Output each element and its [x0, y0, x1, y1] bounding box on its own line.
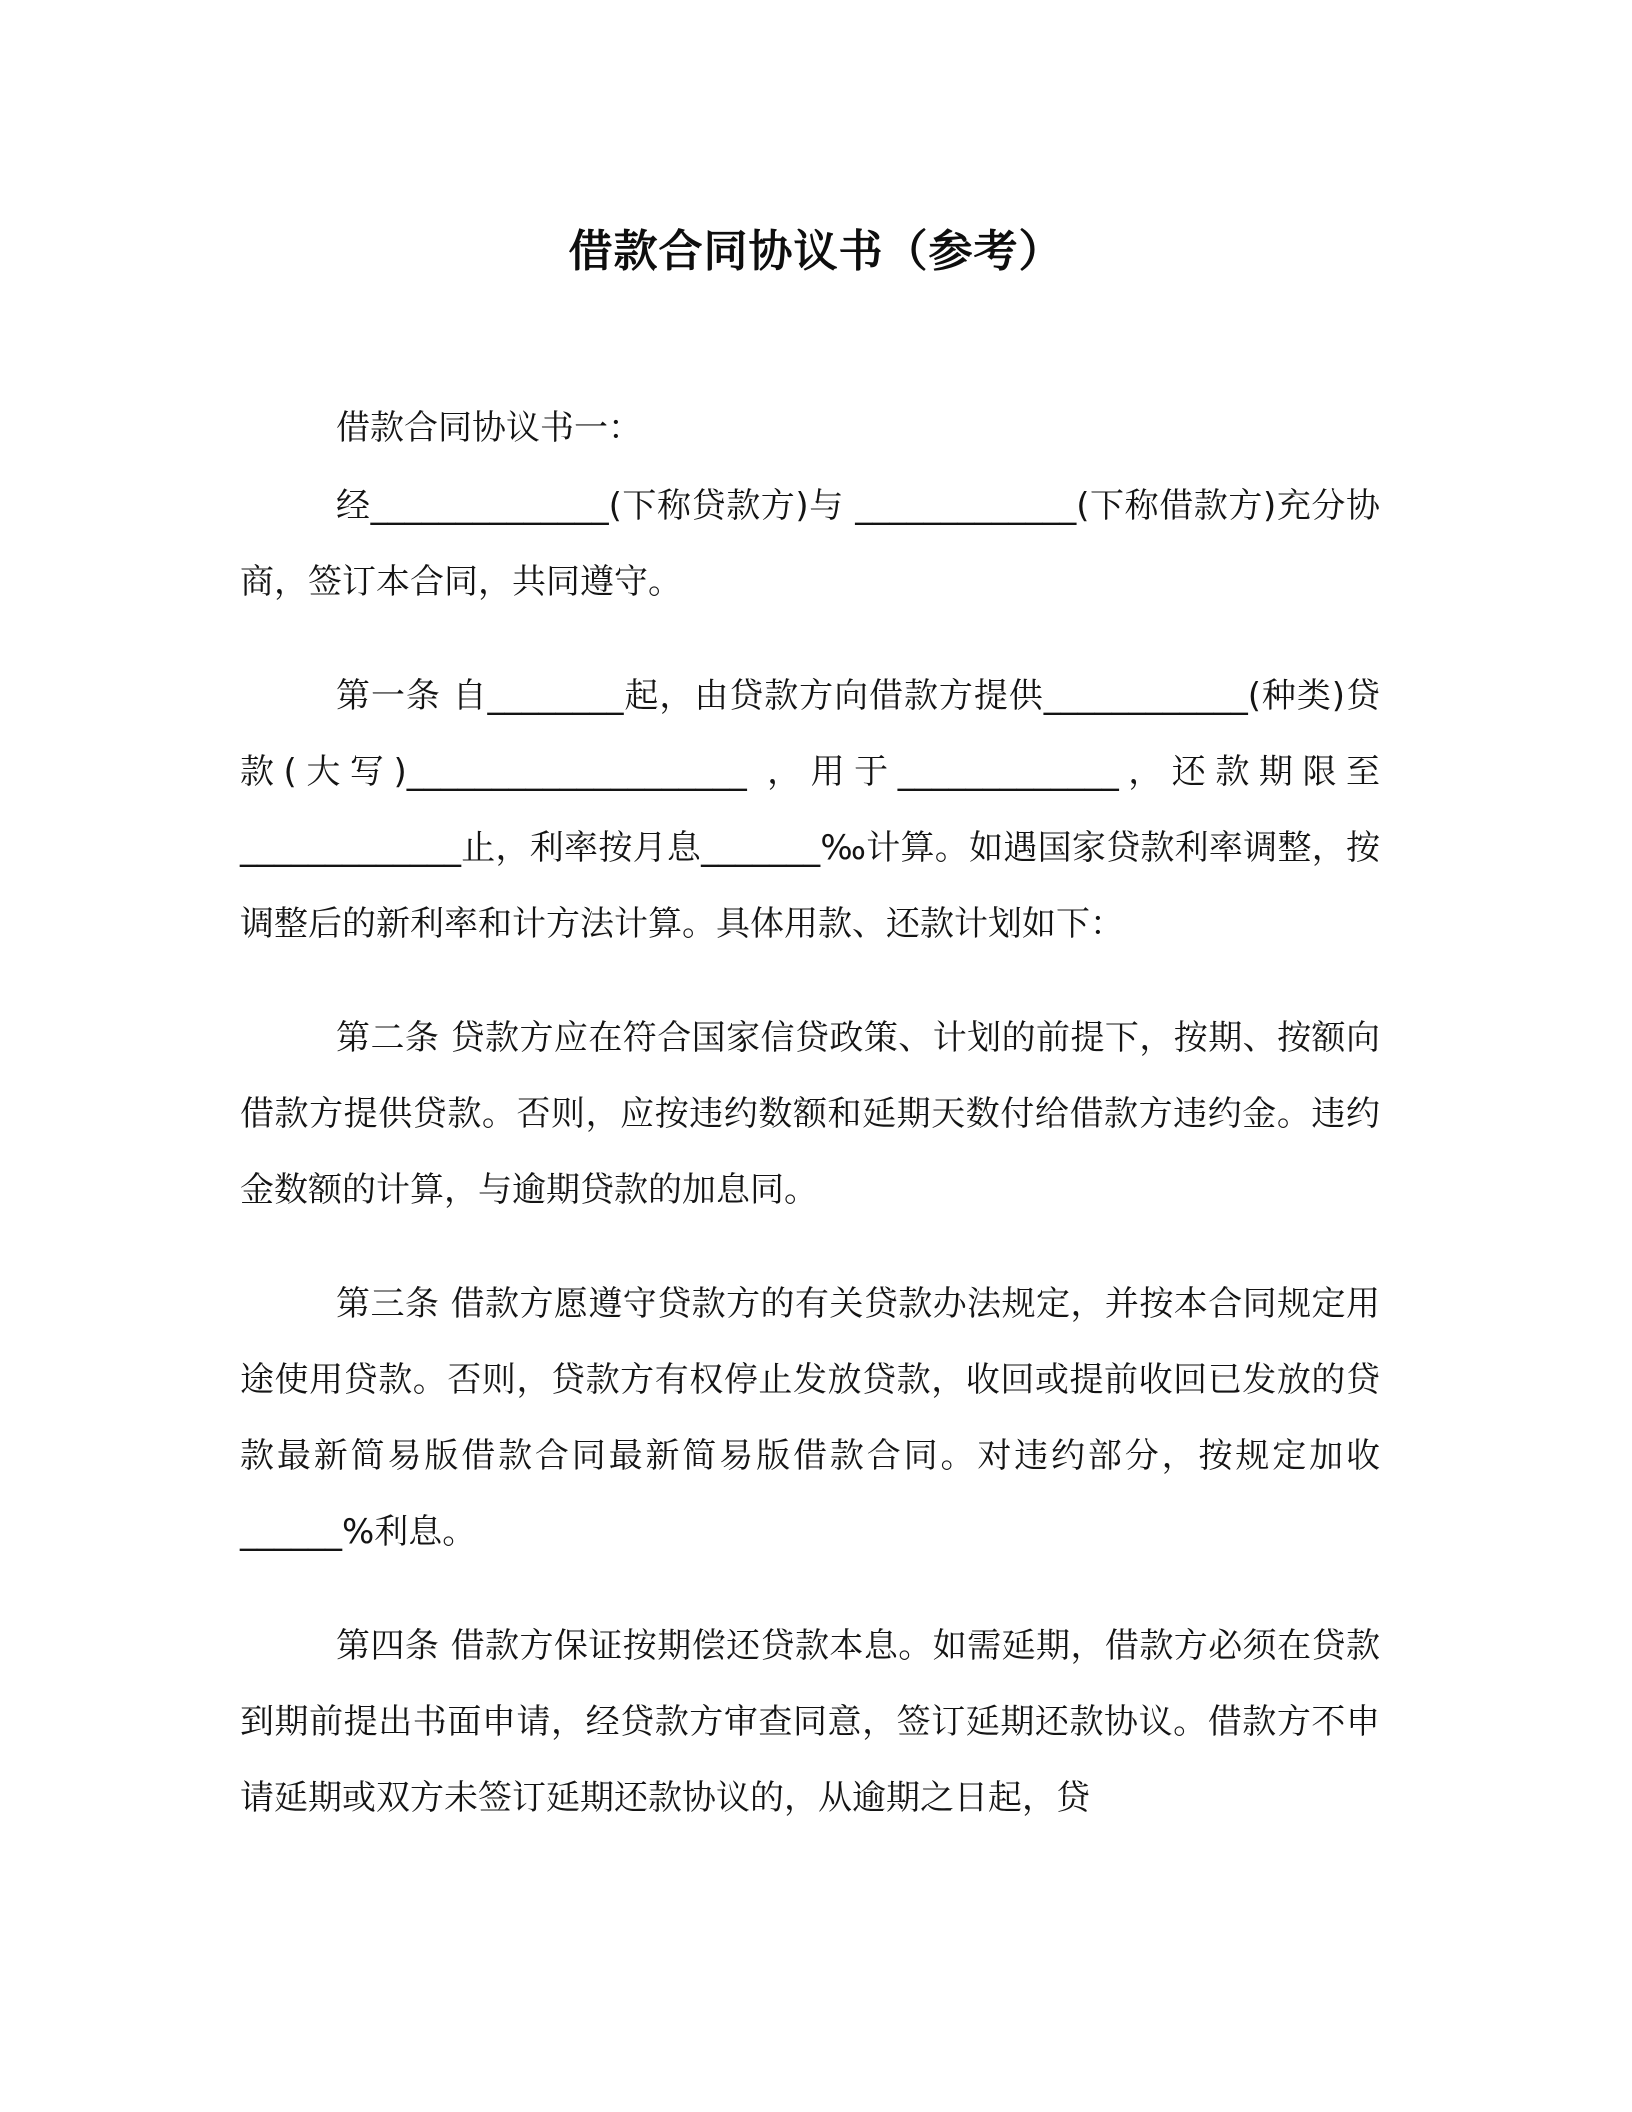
paragraph-article-4: 第四条 借款方保证按期偿还贷款本息。如需延期，借款方必须在贷款到期前提出书面申请，经贷款方审查同意，签订延期还款协议。借款方不申请延期或双方未签订延期还款协议的，从逾期之日起，贷	[240, 1626, 1380, 1818]
section-heading: 借款合同协议书一：	[336, 408, 642, 448]
paragraph-article-2: 第二条 贷款方应在符合国家信贷政策、计划的前提下，按期、按额向借款方提供贷款。否则，应按违约数额和延期天数付给借款方违约金。违约金数额的计算，与逾期贷款的加息同。	[240, 1018, 1380, 1210]
document-title: 借款合同协议书（参考）	[568, 226, 1064, 277]
document-body	[240, 390, 1380, 1836]
paragraph-article-1: 第一条 自________起，由贷款方向借款方提供____________(种类)贷款(大写)____________________ ，用于_____________，还款期限至_____________止，利率按月息_______‰计算。如遇国家贷款利率调整，按调整后的新利率和计方法计算。具体用款、还款计划如下：	[240, 676, 1380, 944]
paragraph-article-3: 第三条 借款方愿遵守贷款方的有关贷款办法规定，并按本合同规定用途使用贷款。否则，贷款方有权停止发放贷款，收回或提前收回已发放的贷款最新简易版借款合同最新简易版借款合同。对违约部分，按规定加收______%利息。	[240, 1284, 1380, 1552]
paragraph-intro: 经______________(下称贷款方)与 _____________(下称借款方)充分协商，签订本合同，共同遵守。	[240, 486, 1380, 602]
